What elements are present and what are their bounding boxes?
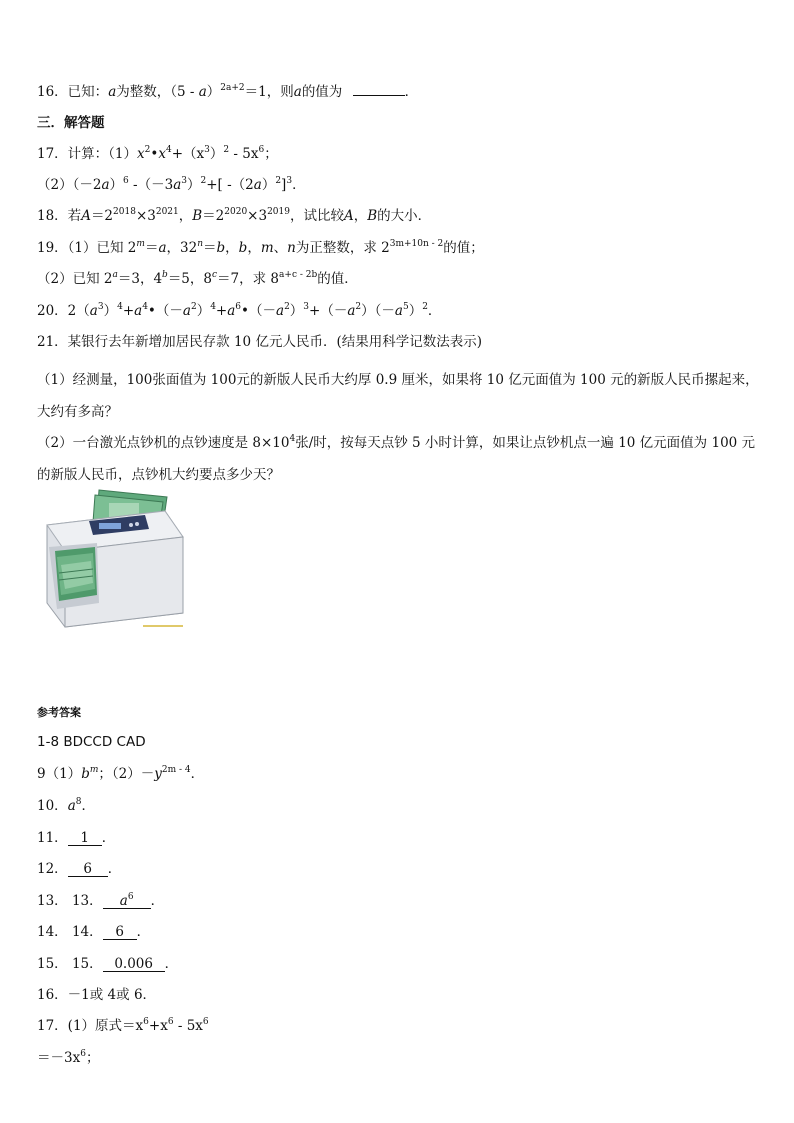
question-17-part-2: $(2)(-2a)^6$ $-(-3a^3)^2+$[ $-(2a)^2]^3$． xyxy=(37,176,306,193)
question-21: 21．某银行去年新增加居民存款 10 亿元人民币．(结果用科学记数法表示) xyxy=(37,334,482,350)
answer-blank xyxy=(353,95,405,96)
question-17: 17．计算：$(1)x^2•x^4+(x^3)^2 - 5x^6$； xyxy=(37,145,278,162)
question-21-part-1: （1）经测量，100张面值为 100元的新版人民币大约厚 0.9 厘米，如果将 10 亿元面值为 100 元的新版人民币摞起来，大约有多高？ xyxy=(37,372,759,420)
answer-17: 17．(1）原式$=x^6+x^6 - 5x^6$ xyxy=(37,1017,209,1034)
question-19-part-2: （2）已知 $2^a=3$，$4^b=5$，$8^c=7$，求 $8^{a+c - 2b}$的值． xyxy=(37,270,358,287)
answers-heading: 参考答案 xyxy=(37,706,81,719)
question-20: 20．$2(a^3)^4+a^4•(-a^2)^4+a^6•(-a^2)^3+(-a^2)(-a^5)^2$． xyxy=(37,302,442,319)
answer-12: 12． 6 ． xyxy=(37,861,122,877)
section-heading: 三．解答题 xyxy=(37,115,105,131)
question-18: 18．若$A=2^{2018}\times 3^{2021}$，$B=2^{2020}\times 3^{2019}$，试比较A，B的大小． xyxy=(37,207,432,224)
question-19: 19．（1）已知 $2^m=a$，$32^n=b$，b，m、n为正整数，求 $2^{3m+10n - 2}$的值； xyxy=(37,239,484,256)
question-16: 16．已知：a为整数，（5 - a）$^{2a+2}$＝1，则a的值为 ． xyxy=(37,83,419,100)
answer-1-8: 1-8 BDCCD CAD xyxy=(37,734,146,750)
answer-9: $9(1)b^m$；$(2)-y^{2m - 4}$． xyxy=(37,765,205,782)
answer-15: 15． 15． 0.006 ． xyxy=(37,956,179,972)
money-counter-image xyxy=(37,485,187,630)
money-counter-illustration xyxy=(37,485,187,630)
answer-10: 10．$a^8$． xyxy=(37,797,95,814)
answer-13: 13． 13． $a^6$ ． xyxy=(37,892,165,909)
question-21-part-2: （2）一台激光点钞机的点钞速度是 $8\times 10^4$张/时，按每天点钞 5 小时计算，如果让点钞机点一遍 10 亿元面值为 100 元的新版人民币，点钞机大约要点多少天？ xyxy=(37,434,756,483)
answer-14: 14． 14． 6 ． xyxy=(37,924,151,940)
answer-17-result: $=-3x^6$； xyxy=(37,1049,100,1066)
answer-16: 16．－1或 4或 6． xyxy=(37,987,157,1003)
answer-11: 11． 1 ． xyxy=(37,830,116,846)
